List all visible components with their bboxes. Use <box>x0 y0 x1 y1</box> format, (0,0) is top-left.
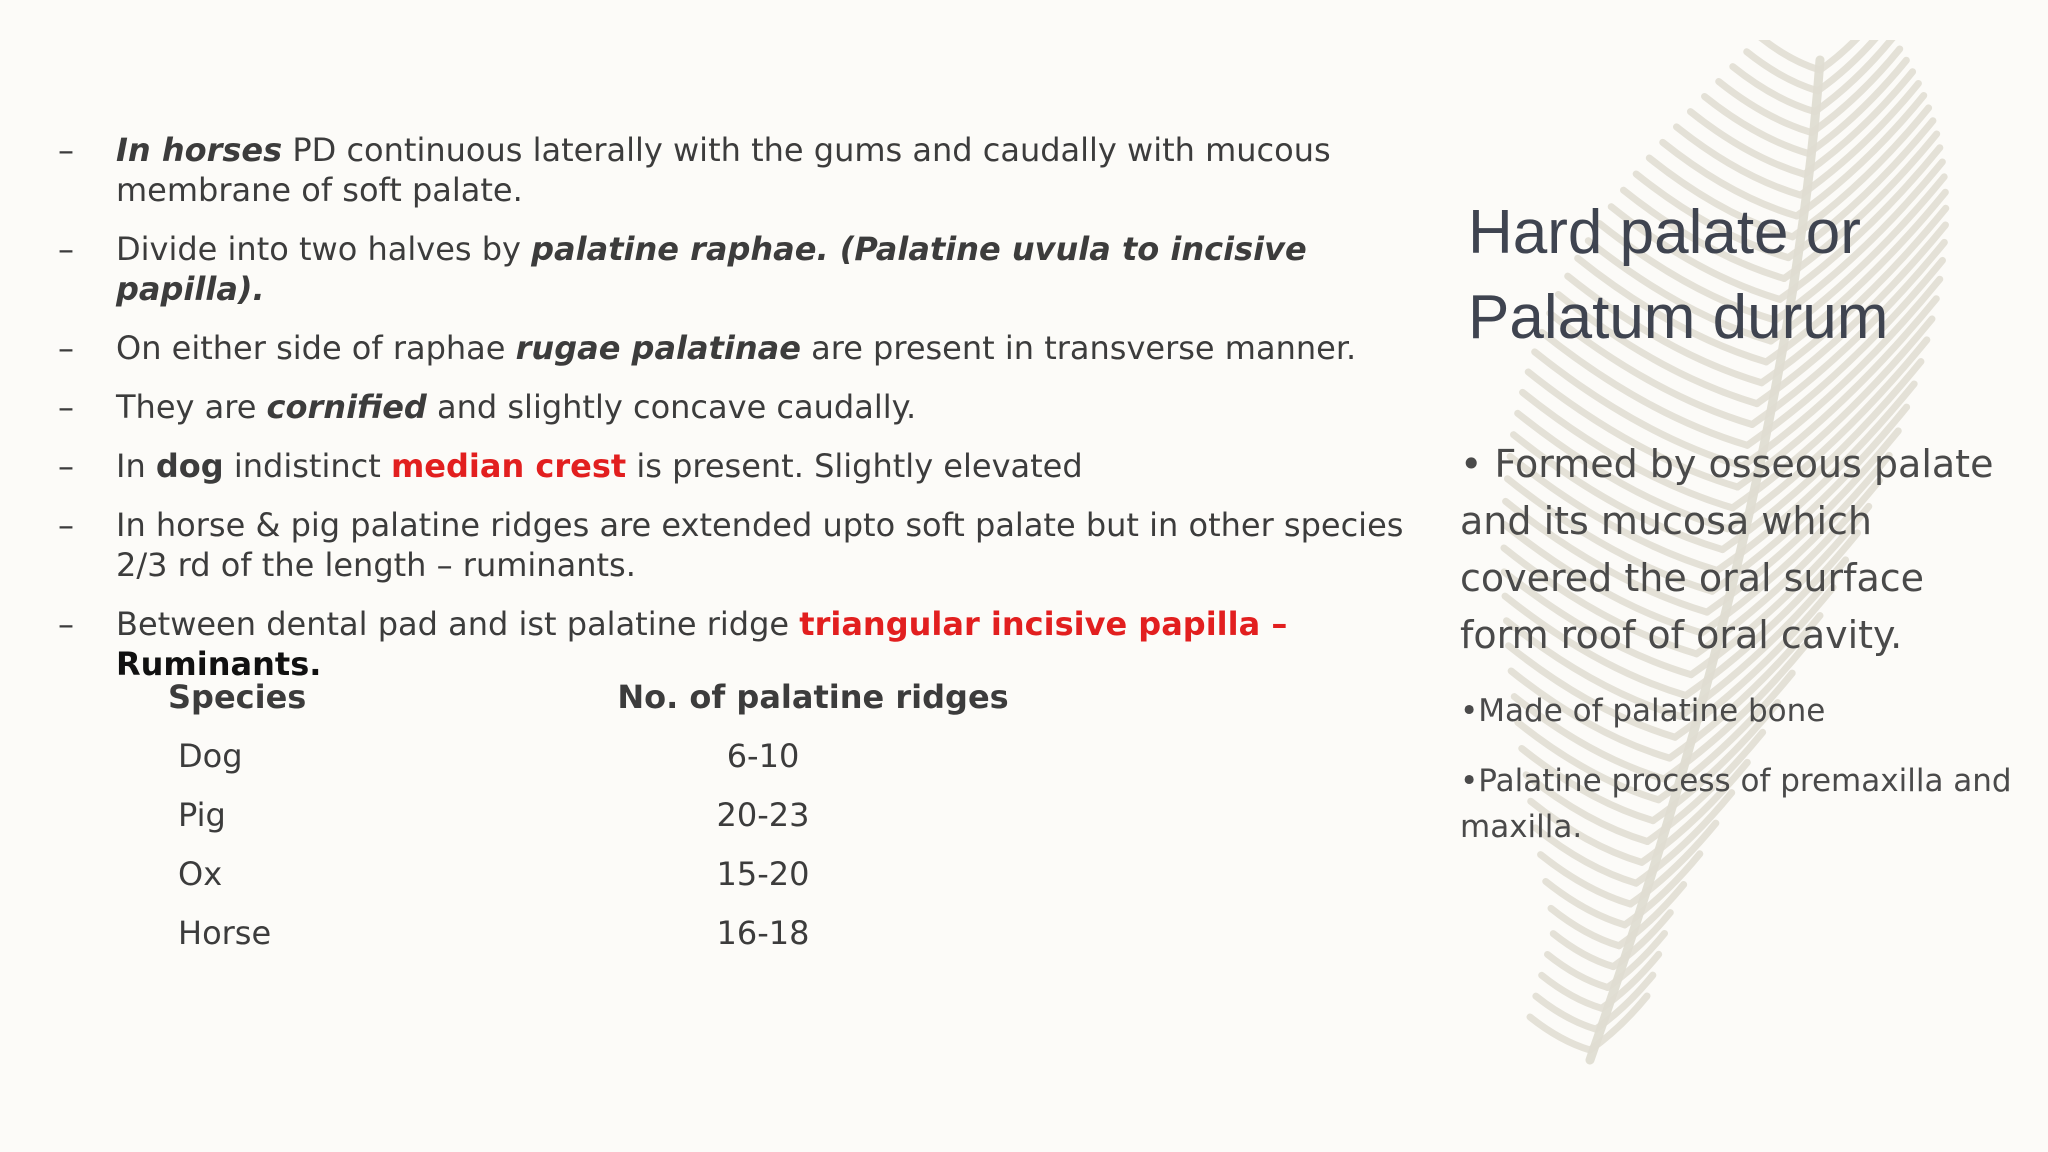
bullet-item <box>58 130 1438 210</box>
bullet-text: Divide into two halves by <box>116 230 532 268</box>
table-cell-ridges: 16-18 <box>716 914 810 952</box>
bullet-text: indistinct <box>223 447 391 485</box>
palatine-ridges-table <box>168 678 1009 973</box>
table-cell-ridges: 20-23 <box>716 796 810 834</box>
bullet-dash: – <box>58 230 74 268</box>
table-cell-species: Ox <box>178 855 223 893</box>
bullet-item <box>58 505 1438 585</box>
bullet-item <box>58 387 1438 427</box>
table-row <box>168 737 988 796</box>
bullet-dash: – <box>58 388 74 426</box>
table-cell-ridges: 15-20 <box>716 855 810 893</box>
bullet-dash: – <box>58 605 74 643</box>
slide-title-line: Hard palate or <box>1468 198 1861 267</box>
bullet-text: are present in transverse manner. <box>800 329 1357 367</box>
bold-text: dog <box>155 447 224 485</box>
bullet-item <box>58 604 1438 684</box>
side-notes <box>1460 436 2020 874</box>
highlight-text: triangular incisive papilla – <box>799 605 1288 643</box>
side-note-process: •Palatine process of premaxilla and maxilla. <box>1460 763 2012 845</box>
side-note-formed: • Formed by osseous palate and its mucosa which covered the oral surface form roof of oral cavity. <box>1460 442 1994 657</box>
bullet-list <box>58 130 1438 703</box>
table-row <box>168 855 988 914</box>
emphasis-text: palatine raphae. (Palatine uvula to incisive papilla). <box>116 230 1307 308</box>
table-row <box>168 914 988 973</box>
table-cell-species: Horse <box>178 914 272 952</box>
bullet-item <box>58 229 1438 309</box>
emphasis-text: rugae palatinae <box>515 329 801 367</box>
bullet-dash: – <box>58 447 74 485</box>
bullet-dash: – <box>58 329 74 367</box>
bullet-text: They are <box>116 388 267 426</box>
slide-title-line: Palatum durum <box>1468 283 1889 352</box>
table-cell-species: Pig <box>178 796 226 834</box>
bullet-text: On either side of raphae <box>116 329 516 367</box>
side-note-bone: •Made of palatine bone <box>1460 693 1826 729</box>
table-header-ridges: No. of palatine ridges <box>617 678 1009 716</box>
bullet-text: In horse & pig palatine ridges are extended upto soft palate but in other species 2/3 rd of the length – ruminants. <box>116 506 1404 584</box>
bold-text: Ruminants. <box>116 645 322 683</box>
emphasis-text: In horses <box>116 131 283 169</box>
table-cell-ridges: 6-10 <box>726 737 800 775</box>
bullet-item <box>58 446 1438 486</box>
bullet-item <box>58 328 1438 368</box>
table-cell-species: Dog <box>178 737 243 775</box>
table-header-species: Species <box>168 678 307 716</box>
bullet-text: is present. Slightly elevated <box>626 447 1083 485</box>
bullet-dash: – <box>58 131 74 169</box>
highlight-text: median crest <box>390 447 627 485</box>
table-header-row <box>168 678 1009 737</box>
slide-title <box>1468 190 1888 360</box>
bullet-text: Between dental pad and ist palatine ridge <box>116 605 800 643</box>
table-row <box>168 796 988 855</box>
bullet-dash: – <box>58 506 74 544</box>
bullet-text: PD continuous laterally with the gums and caudally with mucous membrane of soft palate. <box>116 131 1331 209</box>
emphasis-text: cornified <box>266 388 427 426</box>
bullet-text: and slightly concave caudally. <box>426 388 917 426</box>
bullet-text: In <box>116 447 156 485</box>
